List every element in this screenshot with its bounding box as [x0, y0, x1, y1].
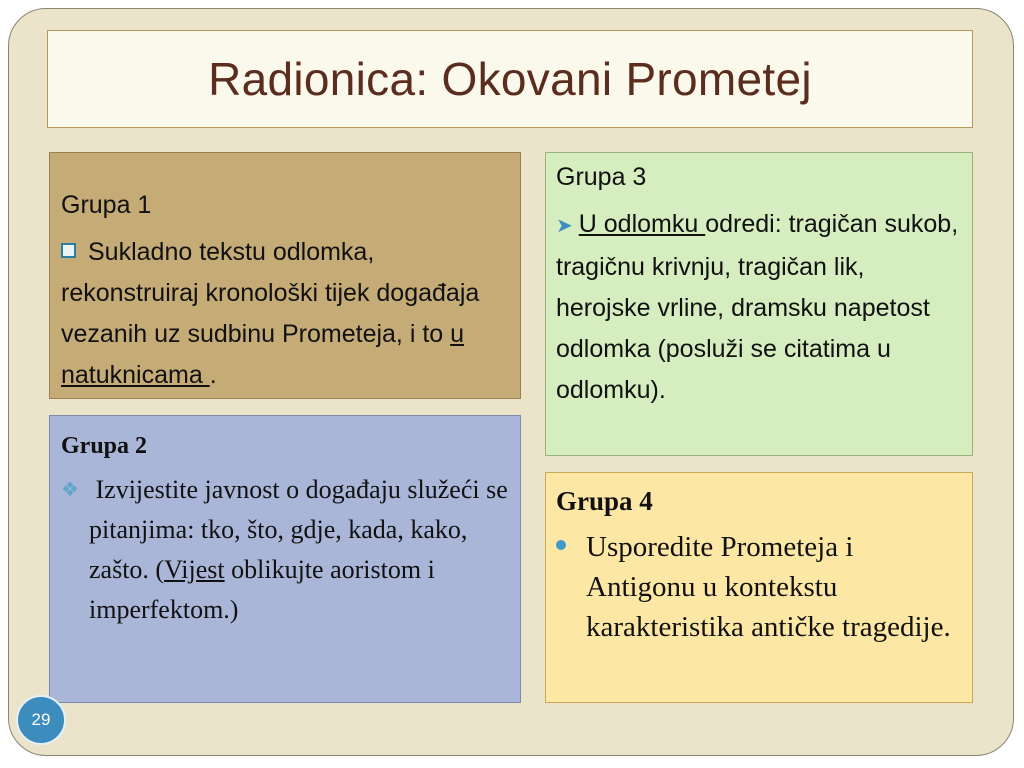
- group-1-panel: [49, 152, 521, 399]
- group-1-text: Sukladno tekstu odlomka, rekonstruiraj kronološki tijek događaja vezanih uz sudbinu Prometeja, i to: [61, 238, 480, 348]
- title-box: [47, 30, 973, 128]
- arrow-bullet-icon: ➤: [556, 215, 573, 237]
- group-3-panel: [545, 152, 973, 456]
- diamond-bullet-icon: ❖: [61, 479, 79, 501]
- group-2-text-end: oblikujte aoristom i imperfektom.): [89, 555, 435, 624]
- group-1-heading: Grupa 1: [61, 191, 152, 219]
- group-1-text-end: .: [209, 361, 217, 389]
- group-1-underlined-text: u natuknicama: [61, 320, 465, 389]
- group-2-panel: [49, 415, 521, 703]
- dot-bullet-icon: [556, 540, 566, 550]
- group-3-text: odredi: tragičan sukob, tragičnu krivnju, tragičan lik, herojske vrline, dramsku napetost odlomka (posluži se citatima u odlomku).: [556, 210, 959, 404]
- group-3-heading: Grupa 3: [556, 163, 647, 191]
- page-number: 29: [31, 710, 51, 729]
- group-4-heading: Grupa 4: [556, 486, 653, 516]
- slide-title: Radionica: Okovani Prometej: [208, 53, 812, 105]
- square-bullet-icon: [61, 243, 76, 258]
- group-2-task: [61, 470, 510, 630]
- group-1-task: [61, 232, 508, 396]
- group-2-underlined-text: Vijest: [164, 555, 225, 584]
- group-4-panel: [545, 472, 973, 703]
- group-3-task: [556, 204, 962, 411]
- group-4-task: [556, 527, 962, 647]
- group-2-text: Izvijestite javnost o događaju služeći se pitanjima: tko, što, gdje, kada, kako, zašto. (: [89, 475, 508, 584]
- group-2-heading: Grupa 2: [61, 433, 148, 459]
- group-3-underlined-text: U odlomku: [578, 210, 706, 238]
- page-number-badge: [16, 695, 66, 745]
- group-4-text: Usporedite Prometeja i Antigonu u kontekstu karakteristika antičke tragedije.: [586, 531, 951, 643]
